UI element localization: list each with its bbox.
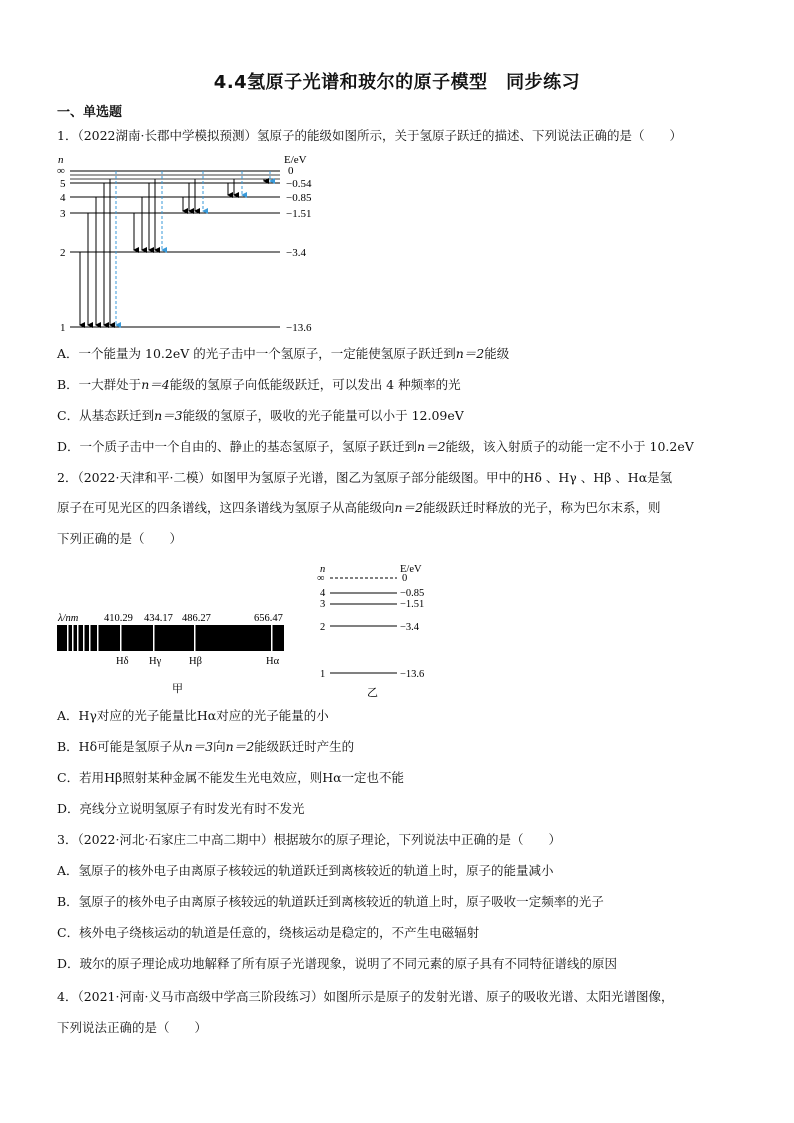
q1-option-d-n: n＝2 <box>417 439 446 454</box>
q2-n-label: n <box>320 564 326 575</box>
spectrum-line-series-3 <box>77 625 79 651</box>
q1-n-2: 2 <box>60 247 66 259</box>
q1-e-5: −0.54 <box>286 178 312 190</box>
q3-option-b: B．氢原子的核外电子由离原子核较远的轨道跃迁到离核较近的轨道上时，原子吸收一定频率的光子 <box>57 894 604 909</box>
q2-e-inf: 0 <box>402 573 408 584</box>
q4-stem-line2: 下列说法正确的是（ ） <box>57 1020 208 1035</box>
q1-option-c-n: n＝3 <box>154 408 183 423</box>
q1-n-3: 3 <box>60 208 66 220</box>
q1-e-inf: 0 <box>288 165 294 177</box>
q1-option-a-n: n＝2 <box>455 346 485 361</box>
q1-option-d-text: D．一个质子击中一个自由的、静止的基态氢原子，氢原子跃迁到 <box>57 439 418 454</box>
q3-option-a: A．氢原子的核外电子由离原子核较远的轨道跃迁到离核较近的轨道上时，原子的能量减小 <box>57 863 554 878</box>
q1-option-c <box>57 407 464 425</box>
spectrum-line-h-gamma <box>153 625 155 651</box>
spectrum-band <box>57 625 284 651</box>
q2-option-d: D．亮线分立说明氢原子有时发光有时不发光 <box>57 801 305 816</box>
q1-option-d <box>57 438 694 456</box>
q2-option-c: C．若用Hβ照射某种金属不能发生光电效应，则Hα一定也不能 <box>57 770 405 785</box>
q2-stem-n: n＝2 <box>394 500 424 515</box>
q1-energy-level-diagram <box>52 150 342 340</box>
q2-e-4: −0.85 <box>400 588 425 599</box>
q2-e-label: E/eV <box>400 564 422 575</box>
q2-stem-line1: 2．（2022·天津和平·二模）如图甲为氢原子光谱，图乙为氢原子部分能级图。甲中的Hδ 、Hγ 、Hβ 、Hα是氢 <box>57 470 673 485</box>
q1-n-label: n <box>58 154 64 166</box>
spectrum-line-series-2 <box>72 625 74 651</box>
spectrum-line-series-6 <box>97 625 99 651</box>
q1-option-a-tail: 能级 <box>484 346 510 361</box>
q3-option-d: D．玻尔的原子理论成功地解释了所有原子光谱现象，说明了不同元素的原子具有不同特征谱线的原因 <box>57 956 618 971</box>
spectrum-line-series-4 <box>83 625 85 651</box>
q2-stem-line2 <box>57 499 661 517</box>
q2-option-b-tail: 能级跃迁时产生的 <box>254 739 355 754</box>
q1-option-b <box>57 376 461 394</box>
q2-e-2: −3.4 <box>400 622 420 633</box>
q1-option-b-n: n＝4 <box>141 377 170 392</box>
q2-stem-line2-text: 原子在可见光区的四条谱线，这四条谱线为氢原子从高能级向 <box>57 500 395 515</box>
q2-n-inf: ∞ <box>317 573 325 584</box>
section-heading: 一、单选题 <box>57 105 123 120</box>
q2-stem-line3: 下列正确的是（ ） <box>57 531 183 546</box>
spectrum-caption: 甲 <box>172 683 183 695</box>
spectrum-label-h-gamma: Hγ <box>149 656 162 667</box>
q1-stem: 1．（2022湖南·长郡中学模拟预测）氢原子的能级如图所示，关于氢原子跃迁的描述、下列说法正确的是（ ） <box>57 128 682 143</box>
spectrum-line-h-beta <box>194 625 196 651</box>
q2-option-b-text: B．Hδ可能是氢原子从 <box>57 739 185 754</box>
q1-n-5: 5 <box>60 178 66 190</box>
q2-e-3: −1.51 <box>400 599 425 610</box>
q1-option-c-text: C．从基态跃迁到 <box>57 408 155 423</box>
q3-option-c: C．核外电子绕核运动的轨道是任意的，绕核运动是稳定的，不产生电磁辐射 <box>57 925 480 940</box>
q1-option-b-text: B．一大群处于 <box>57 377 142 392</box>
spectrum-wl-434: 434.17 <box>144 613 173 624</box>
spectrum-wl-410: 410.29 <box>104 613 133 624</box>
q2-option-b-n3: n＝3 <box>184 739 214 754</box>
q2-level-caption: 乙 <box>367 687 378 699</box>
q2-spectrum-figure <box>57 608 297 698</box>
q1-option-d-tail: 能级，该入射质子的动能一定不小于 10.2eV <box>445 439 694 454</box>
q2-e-1: −13.6 <box>400 669 425 680</box>
q1-e-3: −1.51 <box>286 208 312 220</box>
q1-option-c-tail: 能级的氢原子，吸收的光子能量可以小于 12.09eV <box>182 408 464 423</box>
spectrum-label-h-delta: Hδ <box>116 656 129 667</box>
q1-e-label: E/eV <box>284 154 307 166</box>
spectrum-wl-656: 656.47 <box>254 613 283 624</box>
q2-stem-line2-tail: 能级跃迁时释放的光子，称为巴尔末系，则 <box>423 500 661 515</box>
q2-option-b-n2: n＝2 <box>225 739 255 754</box>
q3-stem: 3．（2022·河北·石家庄二中高二期中）根据玻尔的原子理论，下列说法中正确的是（ ） <box>57 832 561 847</box>
q4-stem-line1: 4．（2021·河南·义马市高级中学高三阶段练习）如图所示是原子的发射光谱、原子的吸收光谱、太阳光谱图像， <box>57 989 674 1004</box>
spectrum-line-h-delta <box>120 625 122 651</box>
spectrum-label-h-beta: Hβ <box>189 656 202 667</box>
q2-n-2: 2 <box>320 622 326 633</box>
q1-option-b-tail: 能级的氢原子向低能级跃迁，可以发出 4 种频率的光 <box>169 377 461 392</box>
q1-option-a <box>57 345 509 363</box>
spectrum-line-series-5 <box>89 625 91 651</box>
q2-option-a: A．Hγ对应的光子能量比Hα对应的光子能量的小 <box>57 708 329 723</box>
q1-n-1: 1 <box>60 322 66 334</box>
q2-n-1: 1 <box>320 669 326 680</box>
q1-e-1: −13.6 <box>286 322 312 334</box>
q1-n-4: 4 <box>60 192 66 204</box>
spectrum-label-h-alpha: Hα <box>266 656 280 667</box>
spectrum-wl-486: 486.27 <box>182 613 211 624</box>
page-title: 4.4氢原子光谱和玻尔的原子模型 同步练习 <box>213 72 581 93</box>
spectrum-line-h-alpha <box>271 625 273 651</box>
q2-option-b-mid: 向 <box>213 739 226 754</box>
q1-e-2: −3.4 <box>286 247 306 259</box>
q1-option-a-text: A．一个能量为 10.2eV 的光子击中一个氢原子，一定能使氢原子跃迁到 <box>57 346 456 361</box>
q1-e-4: −0.85 <box>286 192 312 204</box>
q2-n-4: 4 <box>320 588 326 599</box>
q2-level-figure <box>312 560 452 702</box>
q2-n-3: 3 <box>320 599 326 610</box>
q1-n-inf: ∞ <box>57 165 65 177</box>
q2-option-b <box>57 738 354 756</box>
spectrum-unit-label: λ/nm <box>58 613 79 624</box>
spectrum-line-series-1 <box>67 625 69 651</box>
